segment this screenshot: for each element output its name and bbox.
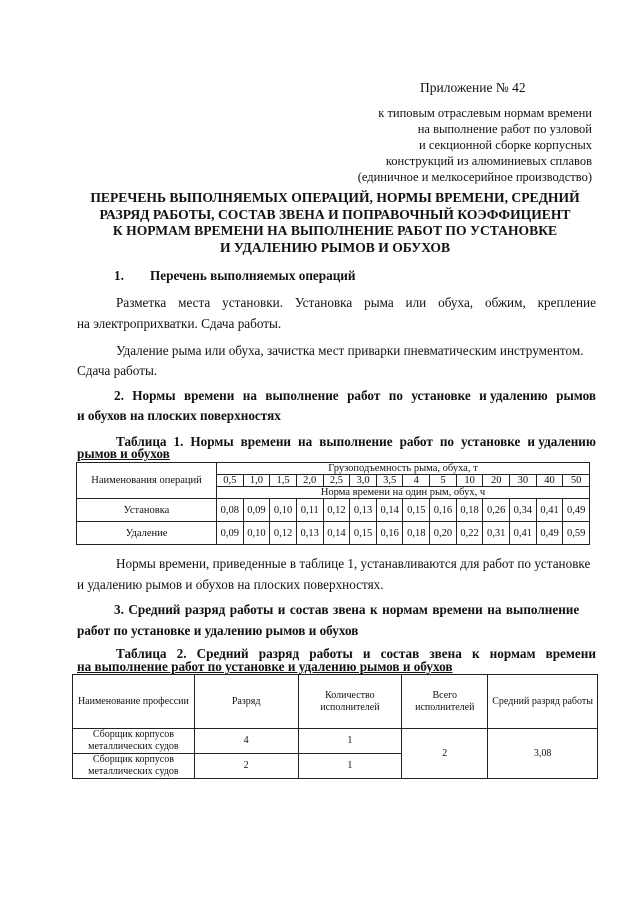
section3-line1: 3. Средний разряд работы и состав звена к нормам времени на выполнение xyxy=(114,602,580,617)
reference-line: конструкций из алюминиевых сплавов xyxy=(385,154,592,168)
crew-composition-table xyxy=(72,674,598,779)
word: крепление xyxy=(537,295,596,310)
table-cell: 0,14 xyxy=(376,499,403,522)
table2-header: Количество исполнителей xyxy=(298,675,402,729)
table-cell: 0,11 xyxy=(296,499,323,522)
table2-header: Разряд xyxy=(194,675,298,729)
table-row-label: Установка xyxy=(77,499,217,522)
section1-para1-line1 xyxy=(116,295,596,311)
table-cell: 0,18 xyxy=(403,522,430,545)
section1-para2-line1: Удаление рыма или обуха, зачистка мест приварки пневматическим инструментом. xyxy=(116,343,584,358)
table-cell: 0,13 xyxy=(350,499,377,522)
word: 2. xyxy=(176,646,187,661)
table-cell: 4 xyxy=(194,729,298,754)
word: выполнение xyxy=(265,388,339,403)
document-title xyxy=(60,190,610,256)
title-line: РАЗРЯД РАБОТЫ, СОСТАВ ЗВЕНА И ПОПРАВОЧНЫЙ КОЭФФИЦИЕНТ xyxy=(99,206,571,222)
word: установке xyxy=(461,434,521,449)
table-cell: 40 xyxy=(536,475,563,487)
table-cell: Сборщик корпусов металлических судов xyxy=(73,754,195,779)
word: обжим, xyxy=(484,295,526,310)
word: выполнение xyxy=(319,434,393,449)
table-cell: 0,31 xyxy=(483,522,510,545)
word: по xyxy=(388,388,403,403)
section1-para1-line2: на электроприхватки. Сдача работы. xyxy=(77,316,282,331)
table-cell: 2 xyxy=(194,754,298,779)
word: места xyxy=(178,295,211,310)
word: рыма xyxy=(364,295,394,310)
table-cell: 30 xyxy=(510,475,537,487)
word: и удалению xyxy=(479,388,548,403)
time-norms-table xyxy=(76,462,590,545)
table-row xyxy=(77,499,590,522)
section1-para2-line2: Сдача работы. xyxy=(77,363,158,378)
table-cell: 2,0 xyxy=(296,475,323,487)
table-cell: 4 xyxy=(403,475,430,487)
table-cell: 0,09 xyxy=(243,499,270,522)
table-cell: 0,10 xyxy=(270,499,297,522)
word: времени xyxy=(240,434,292,449)
reference-line: на выполнение работ по узловой xyxy=(417,122,592,136)
word: обуха, xyxy=(438,295,474,310)
table-cell: 0,15 xyxy=(350,522,377,545)
table-cell: 0,16 xyxy=(430,499,457,522)
table-cell: 1 xyxy=(298,729,402,754)
word: рымов xyxy=(556,388,596,403)
table-cell: 0,26 xyxy=(483,499,510,522)
word: Разметка xyxy=(116,295,167,310)
title-line: И УДАЛЕНИЮ РЫМОВ И ОБУХОВ xyxy=(219,239,451,255)
word: по xyxy=(439,434,455,449)
table-cell: 0,49 xyxy=(536,522,563,545)
section3-line2: работ по установке и удалению рымов и обухов xyxy=(77,623,359,638)
table-cell: 0,18 xyxy=(456,499,483,522)
word: Средний xyxy=(196,646,249,661)
word: или xyxy=(405,295,427,310)
table-cell: 2,5 xyxy=(323,475,350,487)
table-cell: 20 xyxy=(483,475,510,487)
table-cell: 0,16 xyxy=(376,522,403,545)
word: состав xyxy=(380,646,420,661)
title-line: ПЕРЕЧЕНЬ ВЫПОЛНЯЕМЫХ ОПЕРАЦИЙ, НОРМЫ ВРЕМЕНИ, СРЕДНИЙ xyxy=(90,190,580,205)
table-cell: 1 xyxy=(298,754,402,779)
section2-line1 xyxy=(114,388,596,404)
appendix-label: Приложение № 42 xyxy=(420,80,526,95)
table-cell: 0,13 xyxy=(296,522,323,545)
word: к xyxy=(471,646,480,661)
table2-avg-grade: 3,08 xyxy=(488,729,598,779)
table-cell: 5 xyxy=(430,475,457,487)
table2-header: Средний разряд работы xyxy=(488,675,598,729)
table-cell: 0,14 xyxy=(323,522,350,545)
table2-header: Всего исполнителей xyxy=(402,675,488,729)
section2-line2: и обухов на плоских поверхностях xyxy=(77,408,281,423)
table-cell: 10 xyxy=(456,475,483,487)
word: установке xyxy=(411,388,471,403)
table-cell: 1,0 xyxy=(243,475,270,487)
word: звена xyxy=(429,646,462,661)
table-cell: Сборщик корпусов металлических судов xyxy=(73,729,195,754)
word: 1. xyxy=(173,434,184,449)
section1-number: 1. xyxy=(114,268,124,283)
word: нормам xyxy=(489,646,536,661)
table2-total: 2 xyxy=(402,729,488,779)
table2-header: Наименование профессии xyxy=(73,675,195,729)
table-cell: 0,41 xyxy=(510,522,537,545)
table-cell: 3,0 xyxy=(350,475,377,487)
table-cell: 1,5 xyxy=(270,475,297,487)
word: Таблица xyxy=(116,646,167,661)
table-cell: 0,41 xyxy=(536,499,563,522)
reference-line: и секционной сборке корпусных xyxy=(419,138,592,152)
word: времени xyxy=(545,646,596,661)
word: Таблица xyxy=(116,434,167,449)
word: Нормы xyxy=(190,434,234,449)
table1-header-capacity: Грузоподъемность рыма, обуха, т xyxy=(217,463,590,475)
table-cell: 0,12 xyxy=(323,499,350,522)
table-cell: 50 xyxy=(563,475,590,487)
table1-header-norm: Норма времени на один рым, обух, ч xyxy=(217,487,590,499)
word: и удалению xyxy=(527,434,596,449)
section1-title: Перечень выполняемых операций xyxy=(150,268,356,283)
word: работ xyxy=(399,434,433,449)
after-table1-line1: Нормы времени, приведенные в таблице 1, устанавливаются для работ по установке xyxy=(116,556,591,571)
table2-caption-line2: на выполнение работ по установке и удалению рымов и обухов xyxy=(77,659,453,674)
word: Установка xyxy=(294,295,353,310)
word: 2. xyxy=(114,388,124,403)
table-cell: 0,59 xyxy=(563,522,590,545)
table-cell: 0,09 xyxy=(217,522,244,545)
after-table1-line2: и удалению рымов и обухов на плоских поверхностях. xyxy=(77,577,384,592)
reference-line: к типовым отраслевым нормам времени xyxy=(378,106,592,120)
table-cell: 0,20 xyxy=(430,522,457,545)
reference-line: (единичное и мелкосерийное производство) xyxy=(357,170,592,184)
table1-caption-line2: рымов и обухов xyxy=(77,446,170,461)
table-cell: 0,49 xyxy=(563,499,590,522)
title-line: К НОРМАМ ВРЕМЕНИ НА ВЫПОЛНЕНИЕ РАБОТ ПО УСТАНОВКЕ xyxy=(112,223,558,238)
table-cell: 0,10 xyxy=(243,522,270,545)
table-cell: 0,08 xyxy=(217,499,244,522)
word: на xyxy=(298,434,313,449)
word: Нормы xyxy=(132,388,176,403)
table-row-label: Удаление xyxy=(77,522,217,545)
word: работ xyxy=(347,388,381,403)
table-cell: 0,5 xyxy=(217,475,244,487)
word: времени xyxy=(183,388,235,403)
word: установки. xyxy=(222,295,284,310)
word: разряд xyxy=(258,646,300,661)
table-cell: 0,12 xyxy=(270,522,297,545)
table-cell: 0,34 xyxy=(510,499,537,522)
table-cell: 0,15 xyxy=(403,499,430,522)
word: на xyxy=(242,388,257,403)
table-cell: 0,22 xyxy=(456,522,483,545)
table1-caption-line1 xyxy=(116,434,596,450)
word: и xyxy=(362,646,371,661)
table1-header-operations: Наименования операций xyxy=(77,463,217,499)
table-cell: 3,5 xyxy=(376,475,403,487)
table-row xyxy=(77,522,590,545)
word: работы xyxy=(309,646,353,661)
table-row xyxy=(73,729,598,754)
